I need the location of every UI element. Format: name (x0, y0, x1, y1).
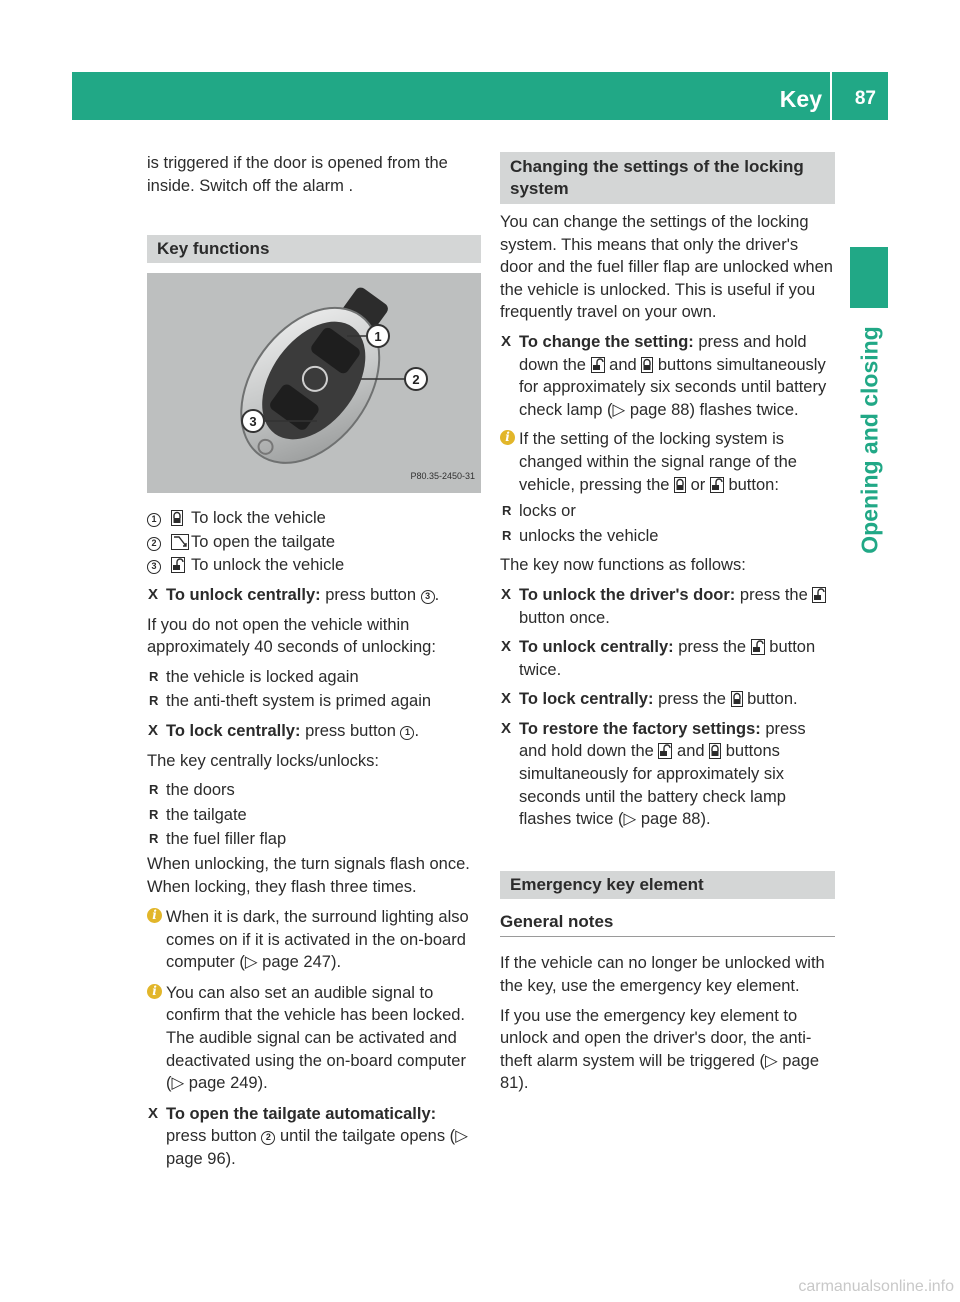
list-item: R the vehicle is locked again (149, 667, 359, 686)
chapter-label: Opening and closing (856, 326, 883, 554)
info-note: i When it is dark, the surround lighting also comes on if it is activated in the on-board computer (▷ page 247). (147, 906, 481, 974)
centrally-text: The key centrally locks/unlocks: (147, 751, 380, 770)
legend-item: 3 To unlock the vehicle (147, 554, 481, 577)
lock-icon (641, 356, 653, 374)
arrow-icon: X (501, 585, 512, 603)
lock-icon (709, 742, 721, 760)
unlock-icon (591, 356, 605, 374)
arrow-icon: X (501, 638, 512, 656)
arrow-icon: X (501, 690, 512, 708)
lock-icon (171, 507, 183, 530)
info-icon: i (147, 984, 162, 999)
unlock-icon (812, 586, 826, 604)
page-header-bar (72, 72, 888, 120)
legend-item: 2 To open the tailgate (147, 531, 481, 554)
left-column (147, 152, 481, 1178)
section-heading-emergency-key: Emergency key element (500, 871, 835, 899)
arrow-icon: X (501, 719, 512, 737)
key-figure (147, 273, 481, 493)
svg-text:3: 3 (249, 414, 257, 430)
section-heading-key-functions: Key functions (147, 235, 481, 263)
instruction-open-tailgate: X To open the tailgate automatically: press button 2 until the tailgate opens (▷ page 96). (148, 1104, 468, 1169)
emergency-text-1: If the vehicle can no longer be unlocked with the key, use the emergency key element. (500, 954, 825, 996)
info-note: i You can also set an audible signal to confirm that the vehicle has been locked. The audible signal can be activated and deactivated using the on-board computer (▷ page 249). (147, 982, 481, 1095)
list-item: R unlocks the vehicle (502, 526, 659, 545)
arrow-icon: X (501, 332, 512, 350)
functions-text: The key now functions as follows: (500, 556, 746, 575)
instruction-unlock-drivers-door: X To unlock the driver's door: press the button once. (500, 584, 835, 629)
changing-text: You can change the settings of the locking system. This means that only the driver's door and the fuel filler flap are unlocked when the vehicle is unlocked. This is useful if you frequently travel on your own. (500, 213, 833, 322)
unlock-icon (171, 554, 185, 577)
header-title: Key (779, 86, 822, 112)
figure-caption: P80.35-2450-31 (410, 470, 475, 481)
subheading-general-notes: General notes (500, 911, 835, 938)
info-icon: i (500, 430, 515, 445)
info-icon: i (147, 908, 162, 923)
tailgate-icon (171, 531, 189, 554)
list-item: R the anti-theft system is primed again (149, 692, 432, 711)
info-note: i If the setting of the locking system is changed within the signal range of the vehicle, pressing the or button: (500, 428, 835, 496)
instruction-lock-centrally: X To lock centrally: press button 1 . (147, 720, 481, 743)
emergency-text-2: If you use the emergency key element to unlock and open the driver's door, the anti-theft alarm system will be triggered (▷ page 81). (500, 1006, 820, 1093)
arrow-icon: X (148, 1104, 159, 1122)
instruction-change-setting: X To change the setting: press and hold down the and buttons simultaneously for approximately six seconds until battery check lamp (▷ page 88) flashes twice. (501, 332, 827, 419)
intro-text: is triggered if the door is opened from the inside. Switch off the alarm . (147, 154, 448, 195)
instruction-unlock-centrally-twice: X To unlock centrally: press the button twice. (501, 638, 816, 679)
unlock-icon (658, 742, 672, 760)
chapter-tab (850, 247, 888, 308)
svg-text:1: 1 (374, 329, 382, 345)
instruction-unlock-centrally: X To unlock centrally: press button 3 . (147, 584, 481, 607)
unlock-icon (751, 638, 765, 656)
lock-icon (674, 476, 686, 494)
list-item: R the doors (149, 781, 235, 800)
not-open-text: If you do not open the vehicle within approximately 40 seconds of unlocking: (147, 615, 436, 657)
unlock-icon (710, 476, 724, 494)
car-key-illustration (147, 273, 481, 493)
svg-text:2: 2 (412, 372, 420, 388)
list-item: R the fuel filler flap (149, 830, 287, 849)
header-divider (830, 72, 832, 120)
arrow-icon: X (148, 721, 159, 739)
right-column (500, 152, 835, 1097)
section-heading-changing-settings: Changing the settings of the locking system (500, 152, 835, 204)
instruction-lock-centrally-button: X To lock centrally: press the button. (500, 688, 835, 711)
legend-item: 1 To lock the vehicle (147, 507, 481, 530)
lock-icon (731, 690, 743, 708)
instruction-restore-factory: X To restore the factory settings: press and hold down the and buttons simultaneously for approximately six seconds until the battery check lamp flashes twice (▷ page 88). (501, 719, 806, 829)
list-item: R the tailgate (149, 805, 247, 824)
footer-watermark: carmanualsonline.info (798, 1278, 954, 1295)
page-number: 87 (854, 88, 876, 109)
arrow-icon: X (148, 585, 159, 603)
flash-text: When unlocking, the turn signals flash once. When locking, they flash three times. (147, 854, 470, 896)
list-item: R locks or (502, 502, 576, 521)
